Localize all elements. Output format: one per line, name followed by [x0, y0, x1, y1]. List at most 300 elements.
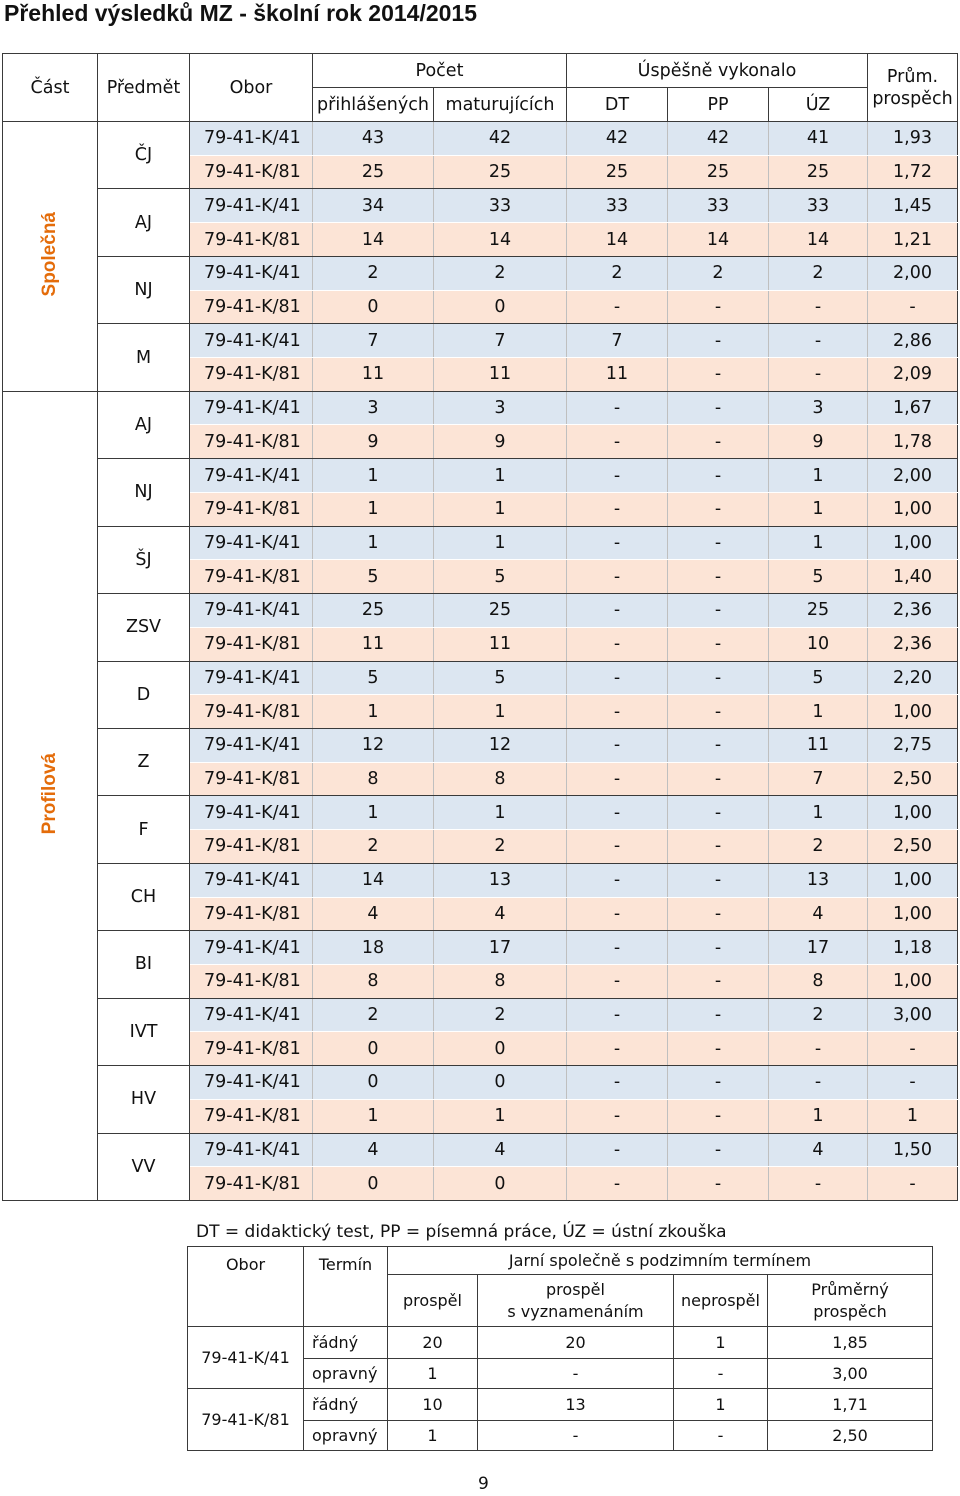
cell-obor: 79-41-K/41 [190, 1133, 313, 1167]
summary-header-neprospel: neprospěl [674, 1275, 768, 1327]
page-number: 9 [478, 1474, 489, 1494]
cell-obor: 79-41-K/81 [190, 695, 313, 729]
subject-cell: ČJ [98, 122, 190, 189]
cell-prihl: 8 [313, 762, 434, 796]
cell-obor: 79-41-K/81 [190, 155, 313, 189]
summary-header-prospel: prospěl [388, 1275, 478, 1327]
part-label: Společná [39, 211, 60, 297]
cell-dt: - [567, 492, 668, 526]
subject-cell: NJ [98, 256, 190, 323]
table-row [3, 391, 958, 425]
cell-mat: 9 [434, 425, 567, 459]
cell-obor: 79-41-K/81 [190, 1099, 313, 1133]
cell-obor: 79-41-K/41 [190, 189, 313, 223]
cell-uz: - [769, 1032, 868, 1066]
cell-dt: 42 [567, 122, 668, 156]
cell-obor: 79-41-K/81 [190, 358, 313, 392]
cell-mat: 1 [434, 796, 567, 830]
table-row [3, 594, 958, 628]
cell-obor: 79-41-K/41 [190, 796, 313, 830]
cell-uz: 4 [769, 897, 868, 931]
summary-vyz: 20 [478, 1327, 674, 1359]
cell-obor: 79-41-K/81 [190, 627, 313, 661]
cell-mat: 11 [434, 627, 567, 661]
cell-uz: 2 [769, 830, 868, 864]
cell-dt: - [567, 425, 668, 459]
cell-uz: 2 [769, 256, 868, 290]
subject-cell: IVT [98, 998, 190, 1065]
cell-dt: - [567, 897, 668, 931]
cell-prihl: 4 [313, 897, 434, 931]
subject-cell: ZSV [98, 594, 190, 661]
table-row [3, 931, 958, 965]
cell-prum: - [868, 1066, 958, 1100]
cell-prihl: 1 [313, 796, 434, 830]
subject-cell: BI [98, 931, 190, 998]
summary-body [188, 1327, 933, 1451]
summary-termin: opravný [304, 1359, 388, 1389]
cell-mat: 1 [434, 695, 567, 729]
cell-prum: 1 [868, 1099, 958, 1133]
subject-cell: F [98, 796, 190, 863]
cell-dt: - [567, 1133, 668, 1167]
cell-mat: 13 [434, 863, 567, 897]
cell-prihl: 9 [313, 425, 434, 459]
cell-mat: 7 [434, 324, 567, 358]
cell-uz: 33 [769, 189, 868, 223]
cell-dt: - [567, 661, 668, 695]
cell-uz: 41 [769, 122, 868, 156]
cell-mat: 8 [434, 964, 567, 998]
cell-uz: 25 [769, 155, 868, 189]
cell-prihl: 7 [313, 324, 434, 358]
subject-cell: Z [98, 728, 190, 795]
cell-dt: - [567, 762, 668, 796]
cell-uz: 9 [769, 425, 868, 459]
cell-prum: 1,72 [868, 155, 958, 189]
cell-prihl: 25 [313, 594, 434, 628]
page-title: Přehled výsledků MZ - školní rok 2014/2015 [4, 0, 477, 26]
cell-obor: 79-41-K/41 [190, 998, 313, 1032]
cell-prihl: 0 [313, 1032, 434, 1066]
cell-obor: 79-41-K/81 [190, 1167, 313, 1201]
cell-dt: - [567, 594, 668, 628]
cell-obor: 79-41-K/41 [190, 526, 313, 560]
cell-pp: - [668, 796, 769, 830]
summary-header-top: Jarní společně s podzimním termínem [388, 1247, 933, 1275]
cell-mat: 42 [434, 122, 567, 156]
cell-uz: - [769, 290, 868, 324]
cell-dt: 2 [567, 256, 668, 290]
cell-prihl: 25 [313, 155, 434, 189]
cell-prihl: 1 [313, 1099, 434, 1133]
cell-prum: 1,78 [868, 425, 958, 459]
cell-pp: - [668, 492, 769, 526]
subject-cell: ŠJ [98, 526, 190, 593]
cell-dt: 33 [567, 189, 668, 223]
summary-prumer: 3,00 [768, 1359, 933, 1389]
cell-mat: 4 [434, 1133, 567, 1167]
cell-mat: 33 [434, 189, 567, 223]
cell-mat: 8 [434, 762, 567, 796]
cell-prum: 1,45 [868, 189, 958, 223]
summary-header-vyz [478, 1275, 674, 1327]
cell-mat: 3 [434, 391, 567, 425]
cell-prum: 1,00 [868, 796, 958, 830]
cell-pp: 25 [668, 155, 769, 189]
cell-mat: 17 [434, 931, 567, 965]
cell-obor: 79-41-K/41 [190, 931, 313, 965]
subject-cell: NJ [98, 459, 190, 526]
summary-prospel: 20 [388, 1327, 478, 1359]
cell-mat: 1 [434, 459, 567, 493]
cell-mat: 2 [434, 998, 567, 1032]
subject-cell: HV [98, 1066, 190, 1133]
summary-obor: 79-41-K/41 [188, 1327, 304, 1389]
col-header-prihlasenych: přihlášených [313, 88, 434, 122]
summary-obor: 79-41-K/81 [188, 1389, 304, 1451]
results-body [3, 122, 958, 1201]
cell-mat: 0 [434, 1167, 567, 1201]
cell-mat: 1 [434, 1099, 567, 1133]
cell-obor: 79-41-K/81 [190, 897, 313, 931]
cell-prum: - [868, 1167, 958, 1201]
cell-prum: 2,09 [868, 358, 958, 392]
cell-obor: 79-41-K/81 [190, 964, 313, 998]
cell-dt: - [567, 459, 668, 493]
cell-dt: - [567, 1032, 668, 1066]
cell-prum: 1,00 [868, 492, 958, 526]
cell-prihl: 1 [313, 492, 434, 526]
cell-pp: - [668, 290, 769, 324]
cell-dt: - [567, 627, 668, 661]
cell-prihl: 11 [313, 627, 434, 661]
cell-prihl: 0 [313, 290, 434, 324]
cell-mat: 0 [434, 1066, 567, 1100]
cell-uz: 2 [769, 998, 868, 1032]
col-header-cast: Část [3, 54, 98, 122]
summary-vyz: 13 [478, 1389, 674, 1421]
cell-pp: - [668, 964, 769, 998]
cell-prum: 1,21 [868, 223, 958, 257]
cell-prihl: 2 [313, 998, 434, 1032]
results-table [2, 53, 958, 1201]
cell-uz: 17 [769, 931, 868, 965]
part-cell [3, 122, 98, 392]
cell-prihl: 1 [313, 695, 434, 729]
cell-prum: 1,00 [868, 863, 958, 897]
cell-prihl: 43 [313, 122, 434, 156]
table-row [3, 122, 958, 156]
cell-pp: - [668, 661, 769, 695]
cell-obor: 79-41-K/81 [190, 425, 313, 459]
subject-cell: VV [98, 1133, 190, 1200]
cell-prum: 2,36 [868, 594, 958, 628]
cell-prum: 2,86 [868, 324, 958, 358]
cell-pp: - [668, 594, 769, 628]
table-row [3, 661, 958, 695]
cell-mat: 25 [434, 155, 567, 189]
cell-prum: - [868, 290, 958, 324]
cell-prum: 2,36 [868, 627, 958, 661]
summary-row [188, 1389, 933, 1421]
table-row [3, 1133, 958, 1167]
cell-obor: 79-41-K/41 [190, 459, 313, 493]
cell-obor: 79-41-K/41 [190, 324, 313, 358]
cell-obor: 79-41-K/41 [190, 863, 313, 897]
cell-mat: 12 [434, 728, 567, 762]
cell-mat: 1 [434, 526, 567, 560]
summary-prumer: 1,85 [768, 1327, 933, 1359]
cell-dt: - [567, 931, 668, 965]
cell-pp: - [668, 863, 769, 897]
cell-mat: 2 [434, 830, 567, 864]
cell-uz: 1 [769, 526, 868, 560]
cell-pp: - [668, 695, 769, 729]
cell-obor: 79-41-K/41 [190, 256, 313, 290]
cell-prihl: 1 [313, 459, 434, 493]
table-row [3, 189, 958, 223]
cell-prihl: 0 [313, 1066, 434, 1100]
cell-dt: - [567, 830, 668, 864]
cell-prum: 1,93 [868, 122, 958, 156]
table-row [3, 998, 958, 1032]
cell-prihl: 34 [313, 189, 434, 223]
cell-pp: - [668, 526, 769, 560]
cell-pp: 14 [668, 223, 769, 257]
prumer-line-2: prospěch [813, 1301, 887, 1321]
cell-dt: - [567, 1167, 668, 1201]
cell-uz: 5 [769, 661, 868, 695]
cell-prum: 1,00 [868, 964, 958, 998]
cell-uz: 3 [769, 391, 868, 425]
table-row [3, 324, 958, 358]
summary-prospel: 1 [388, 1359, 478, 1389]
summary-neprospel: 1 [674, 1389, 768, 1421]
cell-pp: - [668, 358, 769, 392]
summary-vyz: - [478, 1359, 674, 1389]
cell-pp: - [668, 459, 769, 493]
cell-obor: 79-41-K/81 [190, 1032, 313, 1066]
cell-uz: 4 [769, 1133, 868, 1167]
cell-prihl: 2 [313, 830, 434, 864]
cell-uz: 1 [769, 1099, 868, 1133]
cell-uz: 1 [769, 492, 868, 526]
vyz-line-2: s vyznamenáním [507, 1301, 644, 1321]
part-label: Profilová [39, 752, 60, 835]
cell-uz: 7 [769, 762, 868, 796]
cell-dt: - [567, 964, 668, 998]
col-header-obor: Obor [190, 54, 313, 122]
col-header-pp: PP [668, 88, 769, 122]
cell-mat: 1 [434, 492, 567, 526]
cell-prihl: 4 [313, 1133, 434, 1167]
subject-cell: D [98, 661, 190, 728]
col-header-uz: ÚZ [769, 88, 868, 122]
summary-termin: řádný [304, 1389, 388, 1421]
cell-obor: 79-41-K/81 [190, 830, 313, 864]
cell-uz: - [769, 324, 868, 358]
cell-dt: - [567, 391, 668, 425]
cell-prihl: 0 [313, 1167, 434, 1201]
table-row [3, 728, 958, 762]
cell-pp: - [668, 391, 769, 425]
cell-prihl: 3 [313, 391, 434, 425]
subject-cell: M [98, 324, 190, 391]
cell-prihl: 8 [313, 964, 434, 998]
summary-prospel: 1 [388, 1421, 478, 1451]
cell-pp: - [668, 627, 769, 661]
cell-obor: 79-41-K/81 [190, 290, 313, 324]
cell-pp: - [668, 998, 769, 1032]
cell-dt: - [567, 1066, 668, 1100]
cell-uz: 14 [769, 223, 868, 257]
summary-table [187, 1246, 933, 1451]
cell-uz: 11 [769, 728, 868, 762]
summary-prumer: 2,50 [768, 1421, 933, 1451]
cell-pp: - [668, 324, 769, 358]
cell-pp: - [668, 762, 769, 796]
cell-pp: - [668, 1032, 769, 1066]
cell-prihl: 18 [313, 931, 434, 965]
cell-prihl: 2 [313, 256, 434, 290]
cell-pp: - [668, 425, 769, 459]
summary-neprospel: - [674, 1359, 768, 1389]
cell-dt: - [567, 796, 668, 830]
cell-obor: 79-41-K/41 [190, 661, 313, 695]
cell-pp: - [668, 560, 769, 594]
subject-cell: CH [98, 863, 190, 930]
cell-mat: 25 [434, 594, 567, 628]
cell-pp: 33 [668, 189, 769, 223]
cell-pp: - [668, 728, 769, 762]
cell-dt: - [567, 526, 668, 560]
cell-prum: 1,40 [868, 560, 958, 594]
summary-row [188, 1327, 933, 1359]
prum-line-2: prospěch [872, 88, 953, 109]
summary-termin: opravný [304, 1421, 388, 1451]
cell-prihl: 14 [313, 223, 434, 257]
cell-uz: - [769, 1066, 868, 1100]
summary-prospel: 10 [388, 1389, 478, 1421]
cell-obor: 79-41-K/81 [190, 223, 313, 257]
prum-line-1: Prům. [886, 66, 939, 87]
cell-uz: 13 [769, 863, 868, 897]
cell-uz: - [769, 1167, 868, 1201]
col-header-predmet: Předmět [98, 54, 190, 122]
cell-dt: 14 [567, 223, 668, 257]
summary-header-termin: Termín [304, 1247, 388, 1327]
col-header-uspesne: Úspěšně vykonalo [567, 54, 868, 88]
cell-pp: - [668, 830, 769, 864]
cell-pp: - [668, 1167, 769, 1201]
cell-prum: 2,00 [868, 459, 958, 493]
cell-pp: - [668, 1099, 769, 1133]
cell-dt: - [567, 560, 668, 594]
cell-prihl: 1 [313, 526, 434, 560]
table-row [3, 256, 958, 290]
col-header-maturujicich: maturujících [434, 88, 567, 122]
cell-prum: 2,75 [868, 728, 958, 762]
table-row [3, 1066, 958, 1100]
summary-header-obor: Obor [188, 1247, 304, 1327]
cell-pp: - [668, 1066, 769, 1100]
cell-obor: 79-41-K/41 [190, 391, 313, 425]
cell-uz: 10 [769, 627, 868, 661]
cell-prihl: 14 [313, 863, 434, 897]
cell-mat: 5 [434, 560, 567, 594]
col-header-pocet: Počet [313, 54, 567, 88]
cell-obor: 79-41-K/41 [190, 1066, 313, 1100]
legend-text: DT = didaktický test, PP = písemná práce, ÚZ = ústní zkouška [196, 1222, 727, 1242]
cell-prum: 1,00 [868, 526, 958, 560]
summary-neprospel: - [674, 1421, 768, 1451]
cell-obor: 79-41-K/41 [190, 728, 313, 762]
cell-prum: 3,00 [868, 998, 958, 1032]
summary-header-prumer [768, 1275, 933, 1327]
cell-dt: - [567, 728, 668, 762]
cell-uz: 1 [769, 796, 868, 830]
summary-vyz: - [478, 1421, 674, 1451]
cell-prum: - [868, 1032, 958, 1066]
cell-mat: 11 [434, 358, 567, 392]
summary-neprospel: 1 [674, 1327, 768, 1359]
col-header-dt: DT [567, 88, 668, 122]
cell-prum: 2,50 [868, 830, 958, 864]
cell-obor: 79-41-K/41 [190, 122, 313, 156]
cell-pp: - [668, 897, 769, 931]
cell-uz: 8 [769, 964, 868, 998]
cell-uz: 5 [769, 560, 868, 594]
cell-prum: 1,50 [868, 1133, 958, 1167]
cell-obor: 79-41-K/81 [190, 492, 313, 526]
cell-obor: 79-41-K/41 [190, 594, 313, 628]
subject-cell: AJ [98, 391, 190, 458]
table-row [3, 796, 958, 830]
cell-dt: - [567, 863, 668, 897]
cell-dt: - [567, 998, 668, 1032]
cell-dt: 11 [567, 358, 668, 392]
cell-prihl: 5 [313, 661, 434, 695]
cell-uz: 1 [769, 459, 868, 493]
cell-obor: 79-41-K/81 [190, 560, 313, 594]
cell-obor: 79-41-K/81 [190, 762, 313, 796]
cell-dt: - [567, 290, 668, 324]
table-row [3, 863, 958, 897]
cell-mat: 4 [434, 897, 567, 931]
cell-pp: - [668, 931, 769, 965]
cell-prum: 2,50 [868, 762, 958, 796]
cell-dt: 7 [567, 324, 668, 358]
part-cell [3, 391, 98, 1200]
cell-uz: - [769, 358, 868, 392]
cell-prihl: 12 [313, 728, 434, 762]
cell-dt: - [567, 1099, 668, 1133]
cell-dt: - [567, 695, 668, 729]
cell-mat: 0 [434, 1032, 567, 1066]
table-row [3, 526, 958, 560]
cell-prihl: 5 [313, 560, 434, 594]
cell-uz: 25 [769, 594, 868, 628]
prumer-line-1: Průměrný [811, 1279, 889, 1299]
subject-cell: AJ [98, 189, 190, 256]
cell-prihl: 11 [313, 358, 434, 392]
cell-pp: 42 [668, 122, 769, 156]
summary-prumer: 1,71 [768, 1389, 933, 1421]
col-header-prum [868, 54, 958, 122]
cell-dt: 25 [567, 155, 668, 189]
cell-prum: 1,00 [868, 897, 958, 931]
